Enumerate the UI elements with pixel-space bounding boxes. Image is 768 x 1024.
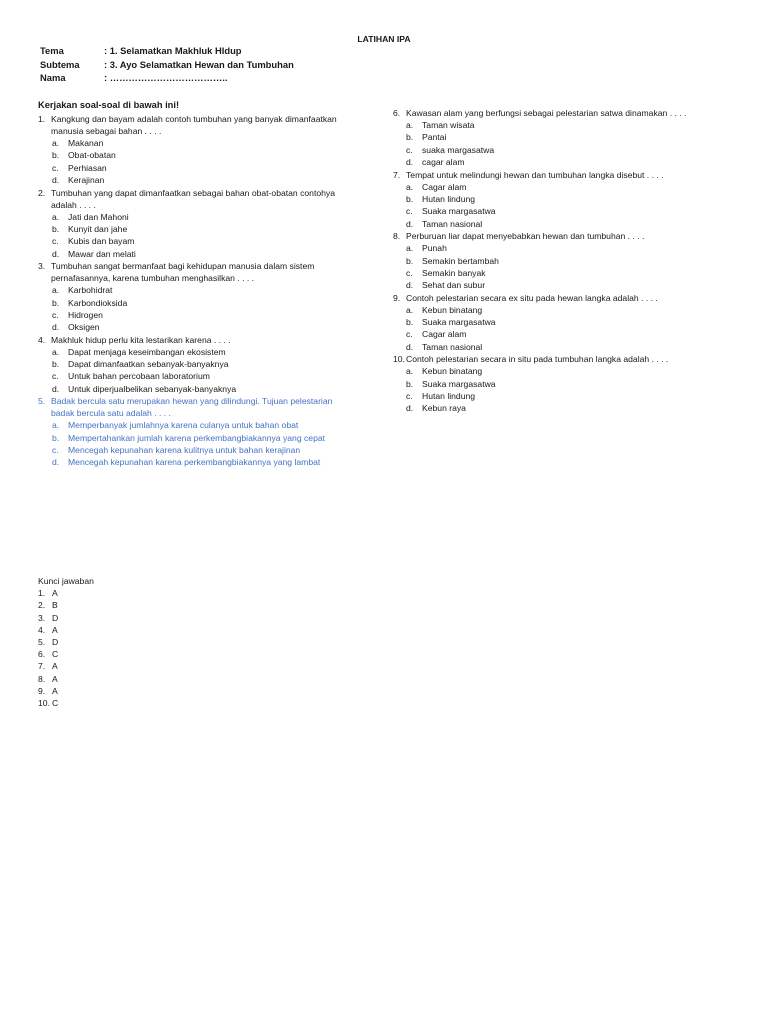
option-item (52, 297, 368, 309)
options-list (406, 365, 733, 415)
question-text: pernafasannya, karena tumbuhan menghasilkan . . . . (51, 273, 255, 284)
answer-number: 4. (38, 624, 46, 635)
question-line (38, 407, 368, 419)
option-item (52, 444, 368, 456)
question-number: 2. (38, 187, 46, 198)
option-letter: d. (406, 218, 414, 229)
answer-value: A (52, 661, 58, 672)
answer-row (38, 697, 94, 709)
question-item (393, 230, 733, 292)
option-text: Semakin bertambah (422, 255, 499, 266)
option-item (52, 321, 368, 333)
options-list (52, 211, 368, 261)
question-item (38, 260, 368, 334)
option-letter: a. (406, 366, 414, 377)
question-number: 4. (38, 334, 46, 345)
option-letter: a. (52, 420, 60, 431)
option-letter: a. (406, 243, 414, 254)
question-number: 7. (393, 169, 401, 180)
answer-number: 7. (38, 661, 46, 672)
option-text: Kunyit dan jahe (68, 223, 128, 234)
answer-row (38, 587, 94, 599)
option-text: Sehat dan subur (422, 280, 486, 291)
option-letter: c. (52, 371, 59, 382)
question-number: 6. (393, 108, 401, 118)
meta-value: : 1. Selamatkan Makhluk HIdup (104, 45, 242, 56)
option-text: Jati dan Mahoni (68, 211, 129, 222)
option-item (406, 242, 733, 254)
answer-value: D (52, 612, 59, 623)
question-line (393, 292, 733, 304)
option-letter: b. (52, 359, 60, 370)
option-letter: a. (406, 181, 414, 192)
option-text: Semakin banyak (422, 267, 486, 278)
answer-value: A (52, 685, 58, 696)
question-line (38, 113, 368, 125)
option-letter: a. (52, 138, 60, 148)
option-item (406, 193, 733, 205)
option-item (52, 284, 368, 296)
options-list (52, 419, 368, 469)
question-number: 1. (38, 114, 46, 124)
question-number (38, 407, 51, 419)
answer-number: 1. (38, 588, 46, 599)
option-item (406, 119, 733, 131)
option-item (52, 346, 368, 358)
option-item (52, 174, 368, 186)
option-letter: a. (406, 304, 414, 315)
options-list (52, 346, 368, 396)
option-letter: b. (406, 378, 414, 389)
options-list (406, 304, 733, 354)
question-line (38, 187, 368, 199)
answer-number: 3. (38, 612, 46, 623)
option-text: Kubis dan bayam (68, 236, 135, 247)
option-text: Pantai (422, 132, 447, 143)
option-item (52, 358, 368, 370)
option-letter: d. (52, 457, 60, 468)
option-item (52, 370, 368, 382)
question-number: 5. (38, 396, 46, 407)
answer-row (38, 673, 94, 685)
question-text: badak bercula satu adalah . . . . (51, 408, 171, 419)
option-letter: a. (52, 211, 60, 222)
question-text: manusia sebagai bahan . . . . (51, 126, 162, 136)
option-text: Mawar dan melati (68, 248, 136, 259)
option-letter: b. (52, 432, 60, 443)
option-text: Karbondioksida (68, 297, 128, 308)
option-text: Punah (422, 243, 447, 254)
option-letter: c. (52, 445, 59, 456)
option-text: cagar alam (422, 157, 465, 168)
option-text: Memperbanyak jumlahnya karena culanya untuk bahan obat (68, 420, 299, 431)
question-text: Tumbuhan yang dapat dimanfaatkan sebagai bahan obat-obatan contohya (51, 187, 335, 198)
meta-key: Nama (40, 72, 66, 83)
option-letter: c. (52, 236, 59, 247)
question-text: Kawasan alam yang berfungsi sebagai pelestarian satwa dinamakan . . . . (406, 108, 687, 118)
option-text: Kebun binatang (422, 304, 483, 315)
question-text: Badak bercula satu merupakan hewan yang dilindungi. Tujuan pelestarian (51, 396, 333, 407)
question-number: 10. (393, 354, 405, 365)
question-line (393, 353, 733, 365)
option-text: suaka margasatwa (422, 144, 495, 155)
option-text: Kebun binatang (422, 366, 483, 377)
question-number: 9. (393, 292, 401, 303)
question-line (38, 395, 368, 407)
option-text: Suaka margasatwa (422, 206, 496, 217)
meta-key: Subtema (40, 58, 80, 70)
option-text: Karbohidrat (68, 285, 113, 296)
answer-value: C (52, 649, 59, 660)
option-letter: d. (52, 175, 60, 186)
instruction: Kerjakan soal-soal di bawah ini! (38, 100, 180, 110)
option-item (406, 304, 733, 316)
answer-row (38, 648, 94, 660)
options-list (406, 181, 733, 231)
meta-row-subtema (40, 59, 294, 73)
answer-value: A (52, 673, 58, 684)
option-letter: b. (406, 255, 414, 266)
option-letter: c. (406, 391, 413, 402)
option-text: Mempertahankan jumlah karena perkembangbiakannya yang cepat (68, 432, 326, 443)
option-text: Hidrogen (68, 309, 103, 320)
option-item (406, 365, 733, 377)
option-item (406, 144, 733, 156)
question-line (38, 260, 368, 272)
option-item (52, 309, 368, 321)
option-item (406, 267, 733, 279)
question-item (38, 334, 368, 396)
option-letter: c. (406, 329, 413, 340)
answer-row (38, 636, 94, 648)
question-text: adalah . . . . (51, 199, 96, 210)
option-text: Suaka margasatwa (422, 317, 496, 328)
option-letter: c. (406, 267, 413, 278)
option-item (52, 223, 368, 235)
question-text: Contoh pelestarian secara in situ pada tumbuhan langka adalah . . . . (406, 354, 669, 365)
option-text: Cagar alam (422, 329, 467, 340)
option-item (52, 432, 368, 444)
question-item (38, 187, 368, 261)
option-letter: d. (406, 157, 414, 168)
question-line (38, 272, 368, 284)
question-number (38, 272, 51, 284)
option-text: Untuk diperjualbelikan sebanyak-banyaknya (68, 383, 237, 394)
question-item (38, 113, 368, 187)
question-number (38, 125, 51, 137)
question-line (393, 230, 733, 242)
option-letter: a. (406, 120, 414, 130)
question-text: Tempat untuk melindungi hewan dan tumbuhan langka disebut . . . . (406, 169, 664, 180)
option-letter: d. (52, 322, 60, 333)
answer-number: 8. (38, 673, 46, 684)
option-text: Hutan lindung (422, 391, 476, 402)
questions-right-column (393, 107, 733, 415)
question-text: Kangkung dan bayam adalah contoh tumbuhan yang banyak dimanfaatkan (51, 114, 337, 124)
question-number: 3. (38, 261, 46, 272)
meta-key: Tema (40, 45, 64, 56)
meta-value: : ……………………………….. (104, 72, 228, 83)
answer-value: C (52, 697, 59, 708)
option-letter: b. (406, 317, 414, 328)
option-text: Oksigen (68, 322, 100, 333)
option-letter: b. (52, 150, 60, 161)
option-letter: d. (406, 403, 414, 414)
option-letter: c. (52, 309, 59, 320)
option-item (406, 328, 733, 340)
option-letter: d. (406, 280, 414, 291)
option-item (52, 137, 368, 149)
option-letter: a. (52, 285, 60, 296)
answer-key-title: Kunci jawaban (38, 576, 94, 586)
question-line (38, 125, 368, 137)
option-item (52, 456, 368, 468)
option-item (52, 419, 368, 431)
option-letter: c. (52, 162, 59, 173)
option-item (406, 205, 733, 217)
option-letter: b. (52, 223, 60, 234)
answer-row (38, 660, 94, 672)
option-item (406, 402, 733, 414)
question-item (393, 107, 733, 169)
meta-row-nama (40, 72, 294, 86)
option-item (406, 255, 733, 267)
option-text: Kebun raya (422, 403, 466, 414)
option-text: Taman nasional (422, 218, 483, 229)
option-item (52, 211, 368, 223)
option-letter: d. (52, 383, 60, 394)
answer-value: A (52, 588, 58, 599)
option-text: Kerajinan (68, 175, 105, 186)
question-line (38, 199, 368, 211)
questions-left-column (38, 113, 368, 469)
options-list (52, 284, 368, 334)
question-number: 8. (393, 231, 401, 242)
option-item (52, 162, 368, 174)
option-item (406, 316, 733, 328)
option-letter: a. (52, 346, 60, 357)
question-text: Perburuan liar dapat menyebabkan hewan dan tumbuhan . . . . (406, 231, 645, 242)
option-letter: c. (406, 206, 413, 217)
question-item (393, 353, 733, 415)
option-letter: d. (52, 248, 60, 259)
answer-number: 10. (38, 697, 50, 708)
option-text: Taman wisata (422, 120, 475, 130)
option-item (406, 378, 733, 390)
question-item (393, 169, 733, 231)
option-text: Obat-obatan (68, 150, 116, 161)
question-text: Makhluk hidup perlu kita lestarikan karena . . . . (51, 334, 231, 345)
answer-row (38, 612, 94, 624)
answer-value: A (52, 624, 58, 635)
option-text: Suaka margasatwa (422, 378, 496, 389)
option-letter: c. (406, 144, 413, 155)
question-text: Contoh pelestarian secara ex situ pada hewan langka adalah . . . . (406, 292, 658, 303)
question-line (393, 169, 733, 181)
option-item (52, 383, 368, 395)
option-letter: b. (52, 297, 60, 308)
option-item (52, 149, 368, 161)
question-number (38, 199, 51, 211)
options-list (52, 137, 368, 187)
option-text: Dapat menjaga keseimbangan ekosistem (68, 346, 226, 357)
answer-row (38, 599, 94, 611)
option-text: Dapat dimanfaatkan sebanyak-banyaknya (68, 359, 229, 370)
answer-value: B (52, 600, 58, 611)
option-letter: b. (406, 132, 414, 143)
options-list (406, 119, 733, 169)
option-text: Cagar alam (422, 181, 467, 192)
option-item (406, 156, 733, 168)
option-letter: b. (406, 193, 414, 204)
option-text: Perhiasan (68, 162, 107, 173)
question-line (393, 107, 733, 119)
meta-value: : 3. Ayo Selamatkan Hewan dan Tumbuhan (104, 58, 294, 70)
option-text: Hutan lindung (422, 193, 476, 204)
answer-number: 5. (38, 636, 46, 647)
option-item (52, 235, 368, 247)
meta-row-tema (40, 45, 294, 59)
option-text: Mencegah kepunahan karena perkembangbiakannya yang lambat (68, 457, 321, 468)
answer-number: 2. (38, 600, 46, 611)
page-title: LATIHAN IPA (357, 34, 411, 44)
option-text: Mencegah kepunahan karena kulitnya untuk bahan kerajinan (68, 445, 301, 456)
option-item (406, 218, 733, 230)
answer-key (38, 575, 94, 709)
question-item (38, 395, 368, 469)
answer-number: 6. (38, 649, 46, 660)
answer-row (38, 685, 94, 697)
answer-value: D (52, 636, 59, 647)
option-item (406, 341, 733, 353)
question-item (393, 292, 733, 354)
option-item (406, 131, 733, 143)
option-text: Taman nasional (422, 341, 483, 352)
option-text: Makanan (68, 138, 104, 148)
option-item (406, 390, 733, 402)
question-line (38, 334, 368, 346)
option-item (406, 181, 733, 193)
meta-block (40, 45, 294, 86)
options-list (406, 242, 733, 292)
answer-row (38, 624, 94, 636)
option-text: Untuk bahan percobaan laboratorium (68, 371, 210, 382)
option-item (406, 279, 733, 291)
option-item (52, 248, 368, 260)
answer-number: 9. (38, 685, 46, 696)
option-letter: d. (406, 341, 414, 352)
question-text: Tumbuhan sangat bermanfaat bagi kehidupan manusia dalam sistem (51, 261, 315, 272)
